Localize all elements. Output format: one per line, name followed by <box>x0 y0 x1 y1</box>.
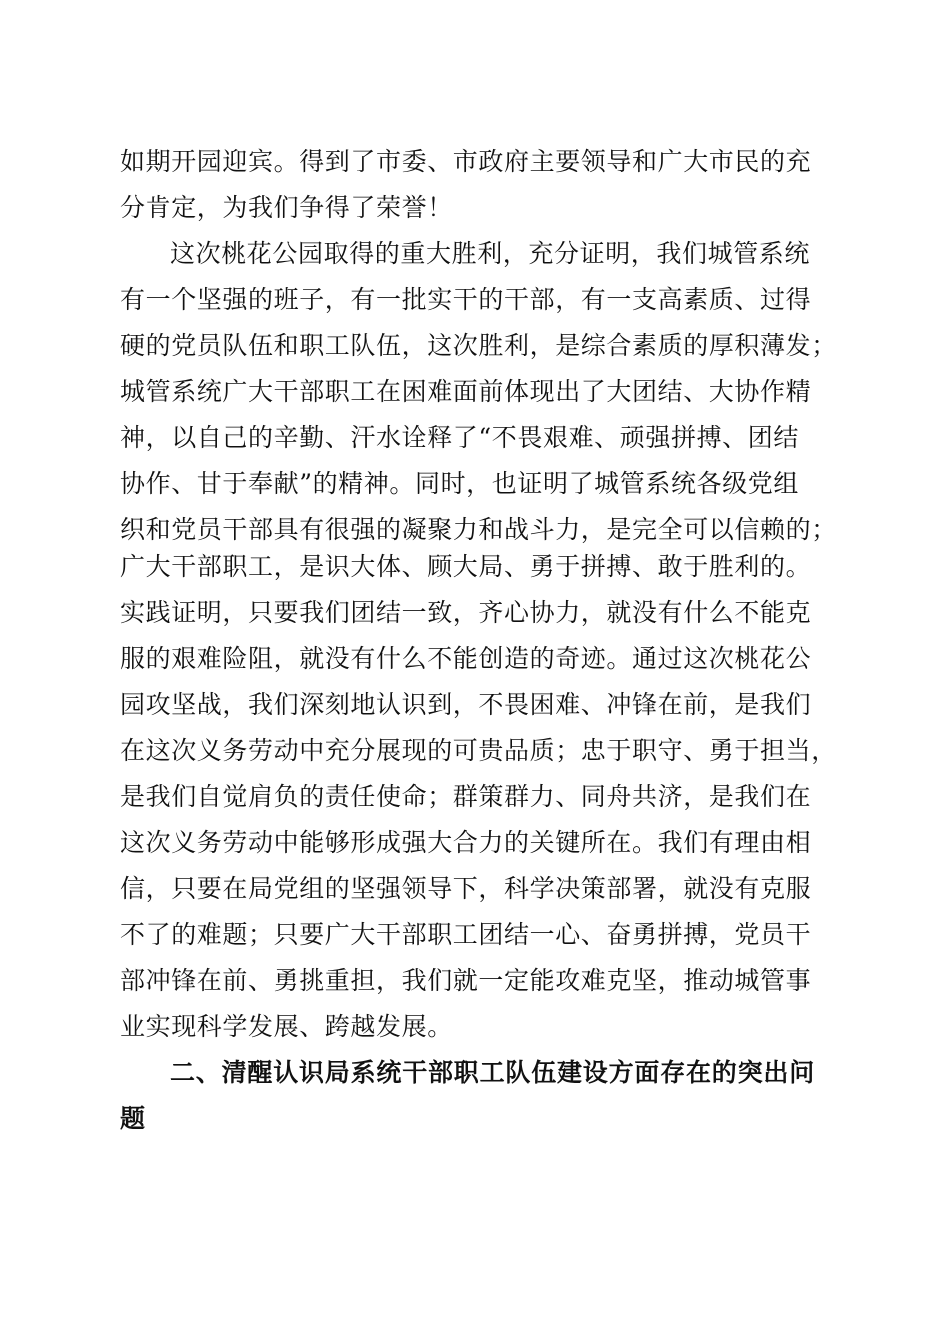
paragraph-line: 分肯定，为我们争得了荣誉！ <box>120 193 453 222</box>
paragraph-line: 服的艰难险阻，就没有什么不能创造的奇迹。通过这次桃花公 <box>120 644 812 673</box>
paragraph-line: 这次义务劳动中能够形成强大合力的关键所在。我们有理由相 <box>120 828 812 857</box>
paragraph-line: 织和党员干部具有很强的凝聚力和战斗力，是完全可以信赖的； <box>120 515 837 544</box>
paragraph-line: 这次桃花公园取得的重大胜利，充分证明，我们城管系统 <box>170 239 811 268</box>
paragraph-line: 如期开园迎宾。得到了市委、市政府主要领导和广大市民的充 <box>120 147 812 176</box>
paragraph-line: 信，只要在局党组的坚强领导下，科学决策部署，就没有克服 <box>120 874 812 903</box>
paragraph-line: 城管系统广大干部职工在困难面前体现出了大团结、大协作精 <box>120 377 812 406</box>
section-heading: 题 <box>120 1104 146 1133</box>
paragraph-line: 是我们自觉肩负的责任使命；群策群力、同舟共济，是我们在 <box>120 782 812 811</box>
paragraph-line: 部冲锋在前、勇挑重担，我们就一定能攻难克坚，推动城管事 <box>120 966 812 995</box>
paragraph-line: 有一个坚强的班子，有一批实干的干部，有一支高素质、过得 <box>120 285 812 314</box>
paragraph-line: 业实现科学发展、跨越发展。 <box>120 1012 453 1041</box>
paragraph-line: 不了的难题；只要广大干部职工团结一心、奋勇拼搏，党员干 <box>120 920 812 949</box>
paragraph-line: 实践证明，只要我们团结一致，齐心协力，就没有什么不能克 <box>120 598 812 627</box>
paragraph-line: 广大干部职工，是识大体、顾大局、勇于拼搏、敢于胜利的。 <box>120 552 812 581</box>
paragraph-line: 在这次义务劳动中充分展现的可贵品质；忠于职守、勇于担当， <box>120 736 837 765</box>
section-heading: 二、清醒认识局系统干部职工队伍建设方面存在的突出问 <box>170 1058 816 1087</box>
paragraph-line: 神，以自己的辛勤、汗水诠释了“不畏艰难、顽强拼搏、团结 <box>120 423 799 452</box>
paragraph-line: 园攻坚战，我们深刻地认识到，不畏困难、冲锋在前，是我们 <box>120 690 812 719</box>
paragraph-line: 协作、甘于奉献”的精神。同时，也证明了城管系统各级党组 <box>120 469 799 498</box>
paragraph-line: 硬的党员队伍和职工队伍，这次胜利，是综合素质的厚积薄发； <box>120 331 837 360</box>
